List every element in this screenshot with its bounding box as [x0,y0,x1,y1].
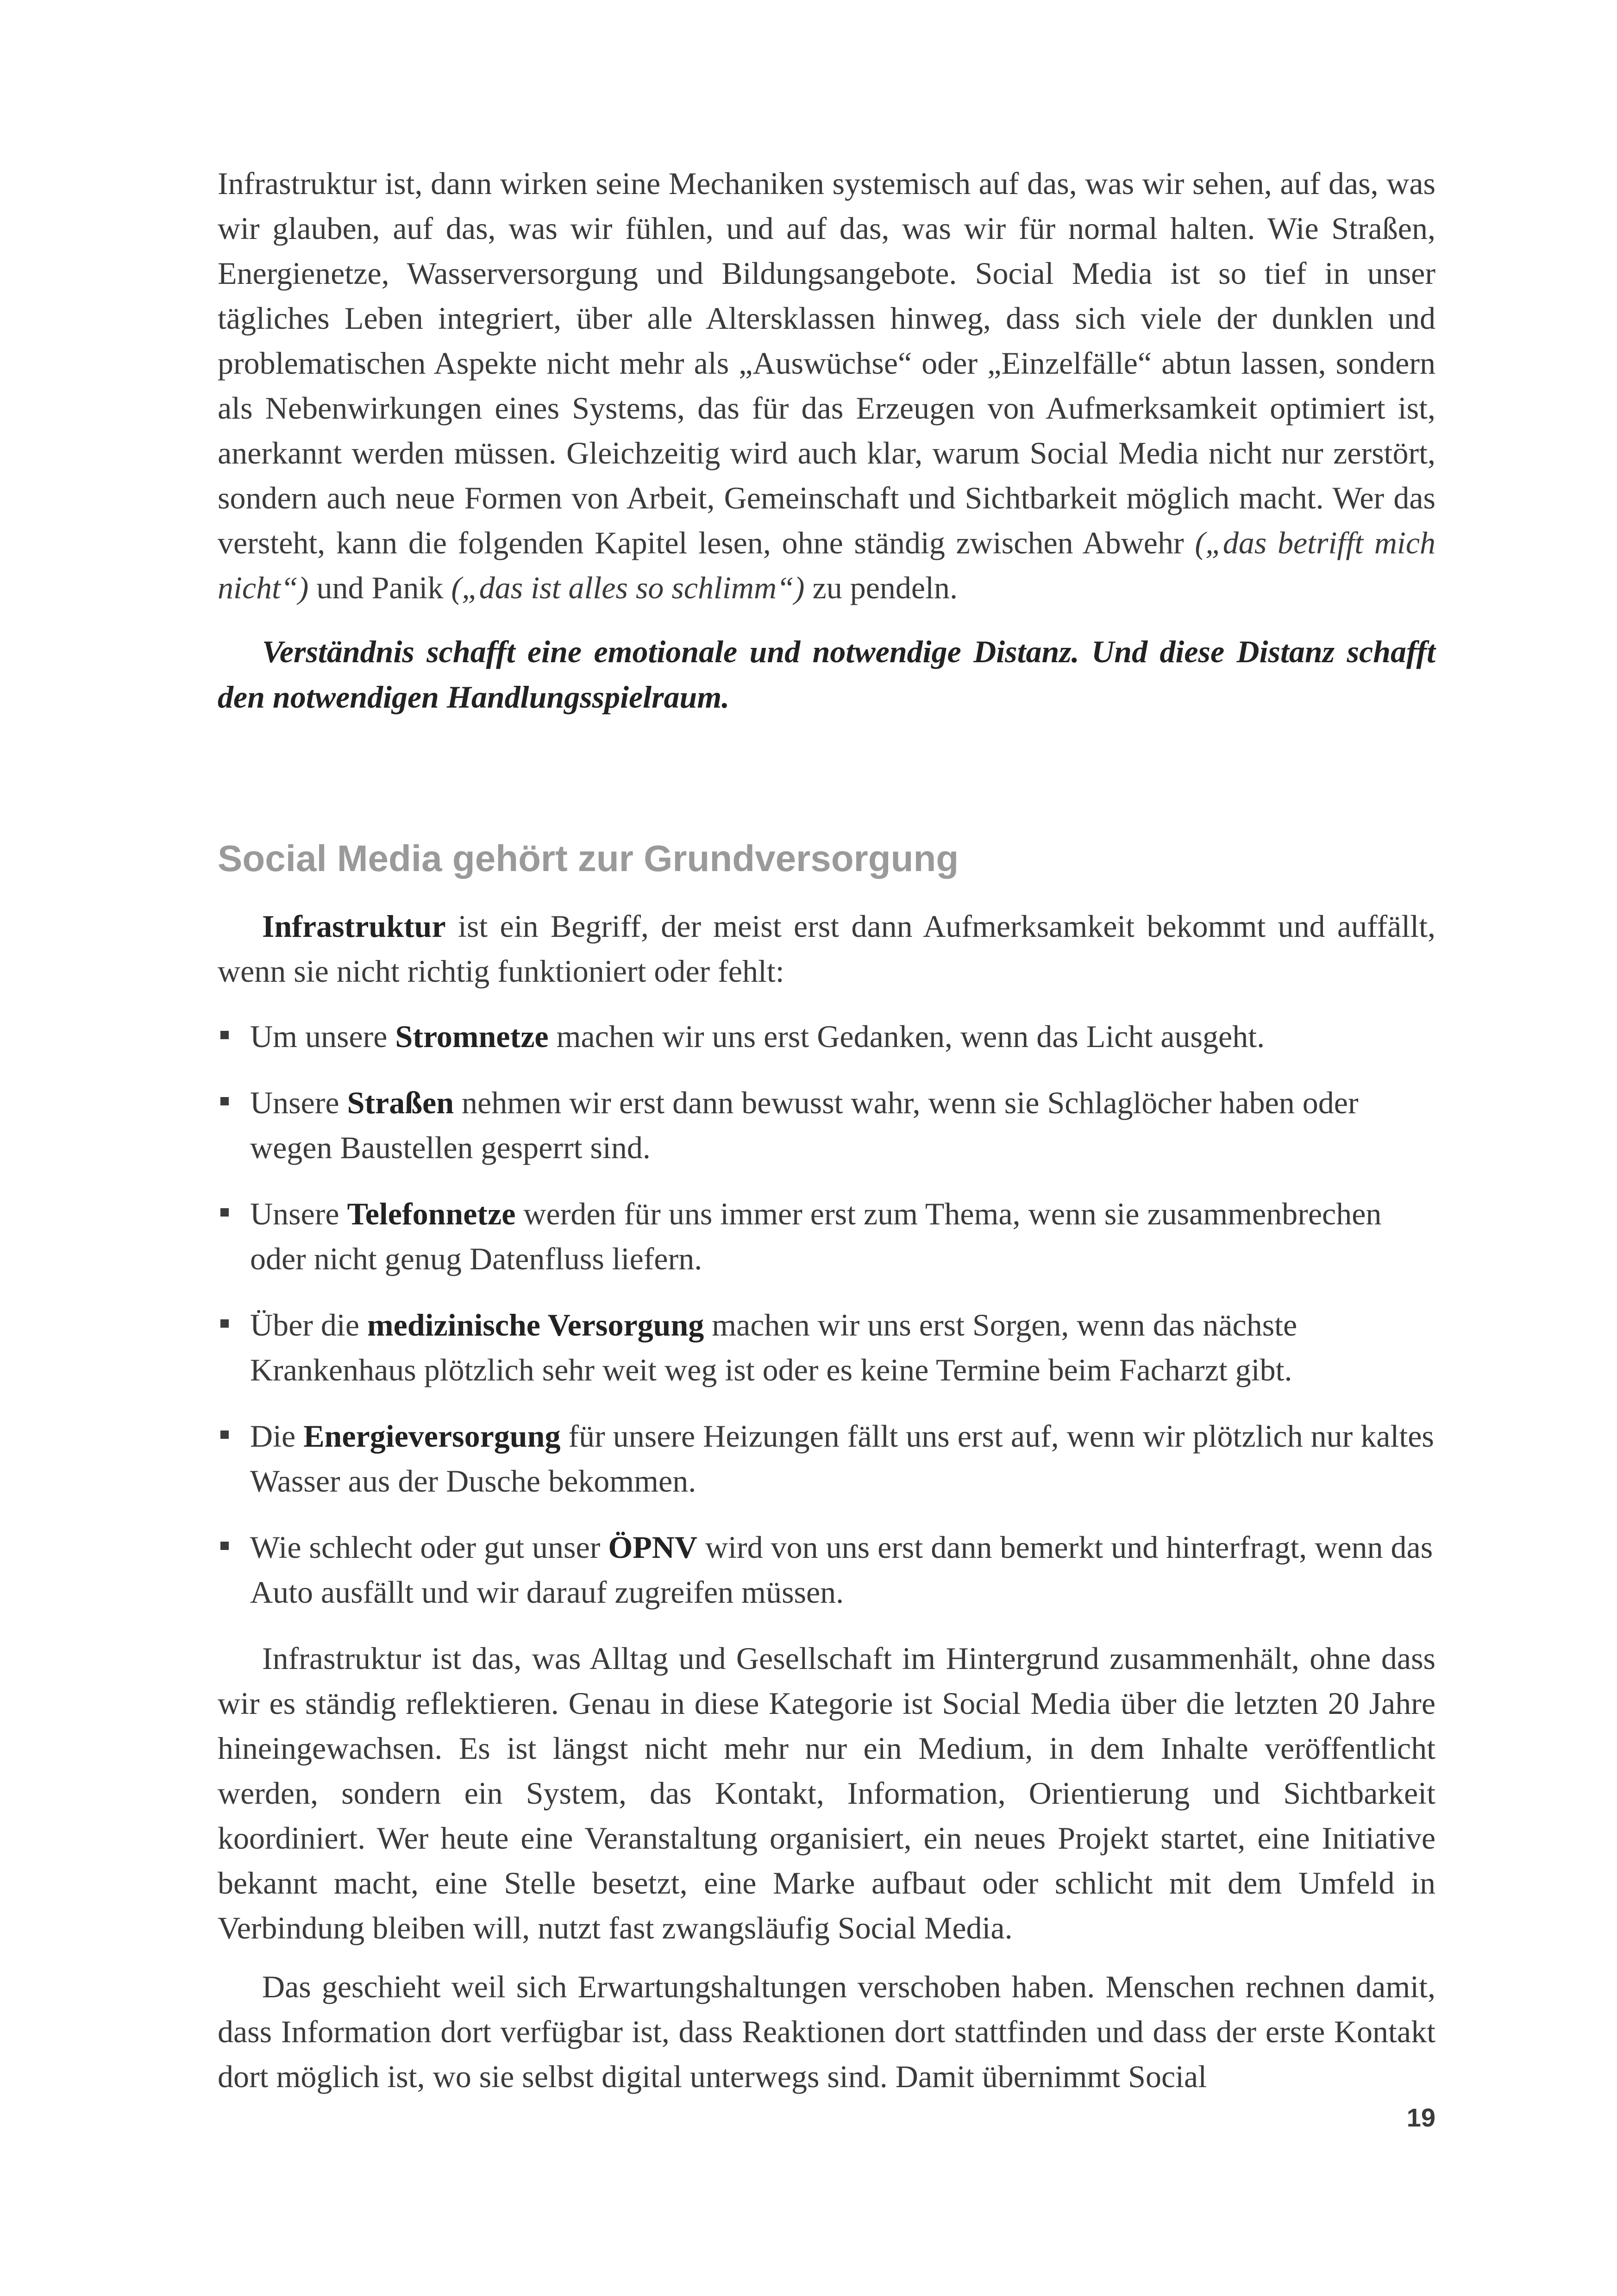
list-item-keyword: Telefonnetze [347,1196,516,1231]
list-item-text: Um unsere [250,1019,395,1054]
infrastructure-intro [218,904,1435,994]
emphasis-paragraph: Verständnis schafft eine emotionale und notwendige Distanz. Und diese Distanz schafft den notwendigen Handlungsspielraum. [218,634,1435,715]
square-bullet-icon [220,1542,229,1550]
quote-1: („das betrifft mich nicht“) [218,525,1436,605]
list-item-keyword: Energieversorgung [303,1418,561,1454]
square-bullet-icon [220,1430,229,1439]
infrastructure-term: Infrastruktur [262,909,446,944]
quote-2: („das ist alles so schlimm“) [451,570,805,605]
page-number: 19 [1406,2103,1435,2132]
intro-mid: und Panik [308,570,451,605]
list-item-keyword: medizinische Versorgung [367,1307,704,1342]
list-item-keyword: Stromnetze [395,1019,549,1054]
list-item-keyword: ÖPNV [608,1530,697,1565]
list-item-text: machen wir uns erst Sorgen, wenn das nächste Krankenhaus plötzlich sehr weit weg ist oder es keine Termine beim Facharzt gibt. [250,1307,1297,1387]
list-item [218,1414,1435,1504]
intro-paragraph [218,161,1435,610]
list-item-text: Über die [250,1307,368,1342]
body-paragraph-2: Infrastruktur ist das, was Alltag und Gesellschaft im Hintergrund zusammenhält, ohne dass wir es ständig reflektieren. Genau in diese Kategorie ist Social Media über die letzten 20 Jahre hineingewachsen. Es ist längst nicht mehr nur ein Medium, in dem Inhalte veröffentlicht werden, sondern ein System, das Kontakt, Information, Orientierung und Sichtbarkeit koordiniert. Wer heute eine Veranstaltung organisiert, ein neues Projekt startet, eine Initiative bekannt macht, eine Stelle besetzt, eine Marke aufbaut oder schlicht mit dem Umfeld in Verbindung bleiben will, nutzt fast zwangsläufig Social Media. [218,1641,1435,1945]
list-item [218,1525,1435,1615]
list-item-text: Unsere [250,1196,347,1231]
list-item [218,1080,1435,1170]
list-item-text: Wie schlecht oder gut unser [250,1530,608,1565]
list-item-text: machen wir uns erst Gedanken, wenn das Licht ausgeht. [548,1019,1265,1054]
section-heading: Social Media gehört zur Grundversorgung [218,838,959,879]
square-bullet-icon [220,1319,229,1328]
square-bullet-icon [220,1097,229,1105]
list-item [218,1303,1435,1393]
list-item-text: Die [250,1418,304,1454]
list-item-text: werden für uns immer erst zum Thema, wenn sie zusammenbrechen oder nicht genug Datenfluss liefern. [250,1196,1382,1276]
infrastructure-intro-text: ist ein Begriff, der meist erst dann Aufmerksamkeit bekommt und auffällt, wenn sie nicht richtig funktioniert oder fehlt: [218,909,1435,989]
infrastructure-list [218,1014,1435,1615]
square-bullet-icon [220,1031,229,1039]
intro-end: zu pendeln. [804,570,958,605]
square-bullet-icon [220,1208,229,1217]
intro-text: Infrastruktur ist, dann wirken seine Mechaniken systemisch auf das, was wir sehen, auf das, was wir glauben, auf das, was wir fühlen, und auf das, was wir für normal halten. Wie Straßen, Energienetze, Wasserversorgung und Bildungsangebote. Social Media ist so tief in unser tägliches Leben integriert, über alle Altersklassen hinweg, dass sich viele der dunklen und problematischen Aspekte nicht mehr als „Auswüchse“ oder „Einzelfälle“ abtun lassen, sondern als Nebenwirkungen eines Systems, das für das Erzeugen von Aufmerksamkeit optimiert ist, anerkannt werden müssen. Gleichzeitig wird auch klar, warum Social Media nicht nur zerstört, sondern auch neue Formen von Arbeit, Gemeinschaft und Sichtbarkeit möglich macht. Wer das versteht, kann die folgenden Kapitel lesen, ohne ständig zwischen Abwehr [218,166,1435,560]
list-item-text: für unsere Heizungen fällt uns erst auf, wenn wir plötzlich nur kaltes Wasser aus der Dusche bekommen. [250,1418,1434,1499]
list-item [218,1192,1435,1281]
list-item [218,1014,1435,1059]
page-content [218,161,1435,2099]
list-item-keyword: Straßen [347,1085,454,1120]
body-paragraph-3: Das geschieht weil sich Erwartungshaltungen verschoben haben. Menschen rechnen damit, dass Information dort verfügbar ist, dass Reaktionen dort stattfinden und dass der erste Kontakt dort möglich ist, wo sie selbst digital unterwegs sind. Damit übernimmt Social [218,1969,1435,2094]
list-item-text: nehmen wir erst dann bewusst wahr, wenn sie Schlaglöcher haben oder wegen Baustellen gesperrt sind. [250,1085,1359,1165]
list-item-text: Unsere [250,1085,347,1120]
list-item-text: wird von uns erst dann bemerkt und hinterfragt, wenn das Auto ausfällt und wir darauf zugreifen müssen. [250,1530,1433,1610]
